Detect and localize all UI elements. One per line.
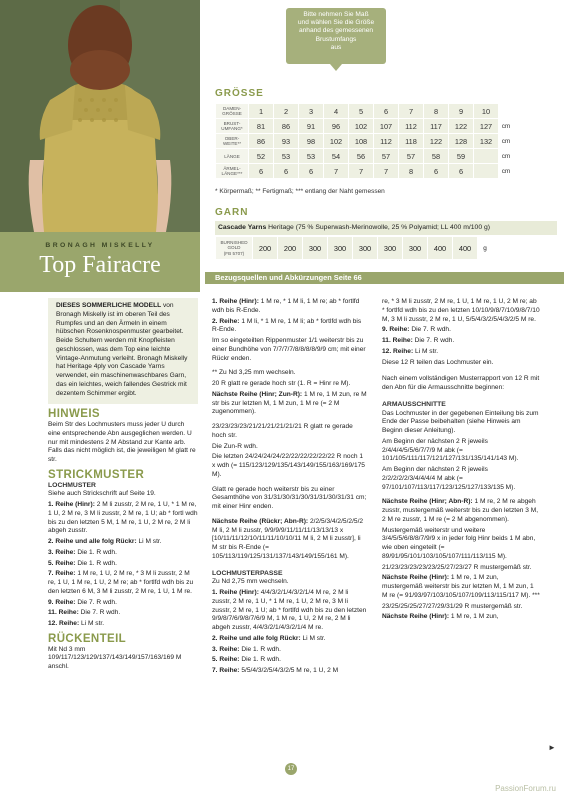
yarn-table bbox=[215, 236, 493, 260]
table-cell: 127 bbox=[474, 119, 498, 133]
row-label: BRUST- UMFANG* bbox=[216, 119, 248, 133]
paragraph: Die Zun-R wdh. bbox=[212, 442, 258, 450]
paragraph: Das Lochmuster in der gegebenen Einteilung bis zum Ende der Passe beibehalten (siehe Hinweis am Beginn dieser Anleitung). bbox=[382, 409, 539, 434]
table-cell: 5 bbox=[349, 104, 373, 118]
table-cell: 8 bbox=[424, 104, 448, 118]
row-instruction: 9. Reihe: Die 7. R wdh. bbox=[382, 326, 451, 334]
armausschnitte-heading: ARMAUSSCHNITTE bbox=[382, 400, 446, 408]
table-cell: 1 bbox=[249, 104, 273, 118]
row-label: DAMEN- GRÖSSE bbox=[216, 104, 248, 118]
table-cell: 128 bbox=[449, 134, 473, 148]
table-cell: 7 bbox=[399, 104, 423, 118]
paragraph: Mustergemäß weiterstr und weitere 3/4/5/5/6/8/8/7/9/9 x in jeder folg Hinr beids 1 M abn, wie oben eingeteilt (= 89/91/95/101/103/105/107/111/113/115 M). bbox=[382, 526, 536, 560]
unit-cell: cm bbox=[499, 119, 513, 133]
row-instruction: Nächste Reihe (Rückr; Abn-R): 2/2/5/3/4/2/5/2/5/2 M li, 2 M li zusstr, 9/9/9/9/11/11/11/13/13/13 x [10/11/11/12/10/11/11/10/10/11 M li, 2 M li zusstr], li M str bis R-Ende (= 105/113/119/125/131/137/143/149/155/161 M). bbox=[212, 517, 364, 560]
paragraph: ** Zu Nd 3,25 mm wechseln. bbox=[212, 369, 296, 377]
table-cell: 10 bbox=[474, 104, 498, 118]
row-instruction: Nächste Reihe (Hinr; Abn-R): 1 M re, 2 M re abgeh zusstr, mustergemäß weiterstr bis zu den letzten 3 M, 2 M re zusstr, 1 M re (= 2 M abgenommen). bbox=[382, 498, 539, 523]
strickmuster-heading: STRICKMUSTER bbox=[48, 468, 145, 481]
table-cell: 6 bbox=[374, 104, 398, 118]
row-instruction: 1. Reihe (Hinr): 2 M li zusstr, 2 M re, 1 U, * 1 M re, 1 U, 2 M re, 3 M li zusstr, 2 M re, 1 U; ab * fortl wdh bis zu den letzten 5 M, 1 M re, 1 U, 2 M re, 2 M li abgeh zusstr. bbox=[48, 501, 198, 535]
row-label: BURNISHED GOLD (FB 5707) bbox=[216, 237, 252, 259]
bubble-tail bbox=[330, 64, 342, 71]
table-cell: 400 bbox=[453, 237, 477, 259]
column-3 bbox=[382, 298, 540, 624]
table-cell: 108 bbox=[349, 134, 373, 148]
table-cell: 58 bbox=[424, 149, 448, 163]
row-instruction: 9. Reihe: Die 7. R wdh. bbox=[48, 598, 117, 606]
row-instruction: 5. Reihe: Die 1. R wdh. bbox=[48, 559, 117, 567]
intro-lead: DIESES SOMMERLICHE MODELL bbox=[56, 302, 162, 309]
table-cell: 7 bbox=[324, 164, 348, 178]
paragraph: 23/23/23/23/21/21/21/21/21/21 R glatt re gerade hoch str. bbox=[212, 423, 353, 439]
table-cell: 59 bbox=[449, 149, 473, 163]
column-1 bbox=[48, 298, 198, 674]
groesse-heading: GRÖSSE bbox=[215, 88, 264, 99]
paragraph: Am Beginn der nächsten 2 R jeweils 2/2/2/2/2/3/4/4/4/4 M abk (= 97/101/107/113/117/123/125/127/133/135 M). bbox=[382, 466, 516, 491]
unit-cell: cm bbox=[499, 164, 513, 178]
table-cell bbox=[474, 149, 498, 163]
table-cell: 56 bbox=[349, 149, 373, 163]
model-illustration bbox=[0, 0, 200, 232]
paragraph: re, * 3 M li zusstr, 2 M re, 1 U, 1 M re, 1 U, 2 M re; ab * fortlfd wdh bis zu den letzten 10/10/9/8/7/10/9/8/7/10 M, 3 M li zusstr, 2 M re, 1 U, 5/5/4/3/2/5/4/3/2/5 M re. bbox=[382, 298, 540, 323]
paragraph: 20 R glatt re gerade hoch str (1. R = Hinr re M). bbox=[212, 380, 351, 387]
table-cell bbox=[474, 164, 498, 178]
row-instruction: 7. Reihe: 5/5/4/3/2/5/4/3/2/5 M re, 1 U, 2 M bbox=[212, 667, 339, 674]
paragraph: 23/25/25/25/27/27/29/31/29 R mustergemäß str. bbox=[382, 602, 523, 610]
row-instruction: 12. Reihe: Li M str. bbox=[48, 620, 105, 627]
yarn-description bbox=[215, 221, 557, 235]
table-cell: 6 bbox=[424, 164, 448, 178]
yarn-desc: Heritage (75 % Superwash-Merinowolle, 25 % Polyamid; LL 400 m/100 g) bbox=[266, 224, 491, 231]
table-cell: 54 bbox=[324, 149, 348, 163]
row-instruction: 1. Reihe (Hinr): 4/4/3/2/1/4/3/2/1/4 M re, 2 M li zusstr, 2 M re, 1 U, * 1 M re, 1 U, 2 M re, 3 M li zusstr, 2 M re, 1 U; ab * fortlfd wdh bis zu den letzten 9/9/8/7/6/9/8/7/6/9 M, 1 M re, 1 U, 2 M re, 2 M li abgeh zusstr, 4/4/3/2/1/4/3/2/1/4 M re. bbox=[212, 589, 367, 631]
note-line: anhand des gemessenen bbox=[298, 27, 374, 35]
row-instruction: 1. Reihe (Hinr): 1 M re, * 1 M li, 1 M re; ab * fortlfd wdh bis R-Ende. bbox=[212, 298, 360, 314]
hinweis-heading: HINWEIS bbox=[48, 408, 100, 421]
note-line: Brustumfangs bbox=[315, 35, 357, 43]
row-instruction: 2. Reihe und alle folg Rückr: Li M str. bbox=[48, 538, 162, 545]
table-cell: 91 bbox=[299, 119, 323, 133]
table-row bbox=[216, 104, 513, 118]
table-cell: 52 bbox=[249, 149, 273, 163]
row-instruction: 7. Reihe: 1 M re, 1 U, 2 M re, * 3 M li zusstr, 2 M re, 1 U, 1 M re, 1 U, 2 M re; ab * fortlfd wdh bis zu den letzten 6 M, 3 M li zusstr, 2 M re, 1 U, 1 M re. bbox=[48, 570, 194, 595]
table-cell: 9 bbox=[449, 104, 473, 118]
intro-text: von Bronagh Miskelly ist im oberen Teil des Rumpfes und an den Ärmeln in einem hübschen Rosenknospenmuster gearbeitet. Beide Schultern werden mit Knopfleisten geschlossen, was dem Top eine leichte Vintage-Anmutung verleiht. Bronagh Miskelly hat Heritage 4ply von Cascade Yarns verwendet, ein maschinenwaschbares Garn, das ein leichtes, weich fallendes Gestrick mit dezentem Schimmer ergibt. bbox=[56, 302, 188, 397]
table-cell: 53 bbox=[299, 149, 323, 163]
hinweis-text: Beim Str des Lochmusters muss jeder U durch eine entsprechende Abn ausgeglichen werden. U nur mit mindestens 2 M Abstand zur Kante arb. Falls das nicht möglich ist, die jeweiligen M glatt re str. bbox=[48, 421, 196, 463]
paragraph: Glatt re gerade hoch weiterstr bis zu einer Gesamthöhe von 31/31/30/31/30/31/31/30/31/31 cm; mit einer Hinr enden. bbox=[212, 485, 367, 510]
table-cell: 300 bbox=[303, 237, 327, 259]
table-cell: 6 bbox=[299, 164, 323, 178]
paragraph: Die letzten 24/24/24/24/22/22/22/22/22/22 R noch 1 x wdh (= 115/123/129/135/143/149/155/163/169/175 M). bbox=[212, 453, 365, 478]
model-photo bbox=[0, 0, 200, 232]
row-instruction: Nächste Reihe (Hinr; Zun-R): 1 M re, 1 M zun, re M str bis zur letzten M, 1 M zun, 1 M re (= 2 M zugenommen). bbox=[212, 390, 367, 416]
watermark: PassionForum.ru bbox=[495, 784, 556, 793]
table-cell: 6 bbox=[274, 164, 298, 178]
row-label: LÄNGE bbox=[216, 149, 248, 163]
table-cell: 102 bbox=[349, 119, 373, 133]
table-cell: 102 bbox=[324, 134, 348, 148]
table-cell: 300 bbox=[328, 237, 352, 259]
row-instruction: 2. Reihe: 1 M li, * 1 M re, 1 M li; ab * fortlfd wdh bis R-Ende. bbox=[212, 317, 362, 334]
row-instruction: 3. Reihe: Die 1. R wdh. bbox=[48, 548, 117, 556]
row-instruction: 3. Reihe: Die 1. R wdh. bbox=[212, 645, 281, 653]
table-cell: 86 bbox=[249, 134, 273, 148]
paragraph: 21/23/23/23/23/23/25/27/23/27 R mustergemäß str. bbox=[382, 563, 532, 571]
row-instruction: 5. Reihe: Die 1. R wdh. bbox=[212, 656, 281, 664]
rueckenteil-text: Mit Nd 3 mm 109/117/123/129/137/143/149/157/163/169 M anschl. bbox=[48, 645, 182, 670]
paragraph: Zu Nd 2,75 mm wechseln. bbox=[212, 578, 289, 586]
table-cell: 6 bbox=[449, 164, 473, 178]
table-row bbox=[216, 134, 513, 148]
page-number: 17 bbox=[285, 763, 297, 775]
note-line: und wählen Sie die Größe bbox=[297, 19, 375, 27]
table-row bbox=[216, 119, 513, 133]
table-cell: 93 bbox=[274, 134, 298, 148]
table-cell: 7 bbox=[374, 164, 398, 178]
lochmusterpasse-heading: LOCHMUSTERPASSE bbox=[212, 569, 283, 577]
table-row bbox=[216, 164, 513, 178]
table-cell: 57 bbox=[399, 149, 423, 163]
unit-cell: cm bbox=[499, 149, 513, 163]
continue-arrow-icon: ► bbox=[548, 743, 556, 752]
table-cell: 132 bbox=[474, 134, 498, 148]
unit-cell: g bbox=[478, 237, 492, 259]
designer-name: BRONAGH MISKELLY bbox=[45, 242, 155, 249]
paragraph: Nach einem vollständigen Musterrapport von 12 R mit den Abn für die Armausschnitte beginnen: bbox=[382, 375, 540, 391]
pattern-title: Top Fairacre bbox=[39, 252, 161, 278]
table-cell: 53 bbox=[274, 149, 298, 163]
title-block bbox=[0, 232, 200, 292]
table-cell: 4 bbox=[324, 104, 348, 118]
paragraph: Diese 12 R teilen das Lochmuster ein. bbox=[382, 358, 494, 366]
rueckenteil-heading: RÜCKENTEIL bbox=[48, 632, 127, 645]
table-cell: 7 bbox=[349, 164, 373, 178]
table-cell: 3 bbox=[299, 104, 323, 118]
table-cell: 200 bbox=[253, 237, 277, 259]
row-label: ÄRMEL- LÄNGE*** bbox=[216, 164, 248, 178]
table-cell: 122 bbox=[424, 134, 448, 148]
row-instruction: 11. Reihe: Die 7. R wdh. bbox=[382, 337, 455, 344]
table-cell: 112 bbox=[374, 134, 398, 148]
note-line: aus bbox=[330, 43, 342, 51]
table-cell: 2 bbox=[274, 104, 298, 118]
table-cell: 57 bbox=[374, 149, 398, 163]
yarn-name: Cascade Yarns bbox=[218, 224, 267, 231]
sizing-note-bubble bbox=[286, 8, 386, 64]
table-cell: 98 bbox=[299, 134, 323, 148]
table-cell: 8 bbox=[399, 164, 423, 178]
column-2 bbox=[212, 298, 367, 678]
references-bar: Bezugsquellen und Abkürzungen Seite 66 bbox=[205, 272, 564, 284]
table-cell: 112 bbox=[399, 119, 423, 133]
unit-cell: cm bbox=[499, 134, 513, 148]
table-cell: 96 bbox=[324, 119, 348, 133]
table-cell: 300 bbox=[353, 237, 377, 259]
garn-heading: GARN bbox=[215, 207, 249, 218]
paragraph: Im so eingeteilten Rippenmuster 1/1 weiterstr bis zu einer Bundhöhe von 7/7/7/7/8/8/8/8/9/9 cm; mit einer Rückr enden. bbox=[212, 337, 366, 362]
table-cell: 86 bbox=[274, 119, 298, 133]
table-row bbox=[216, 237, 492, 259]
table-cell: 300 bbox=[378, 237, 402, 259]
row-instruction: 12. Reihe: Li M str. bbox=[382, 347, 439, 355]
table-cell: 81 bbox=[249, 119, 273, 133]
paragraph: Am Beginn der nächsten 2 R jeweils 2/4/4/4/5/5/6/7/7/9 M abk (= 101/105/111/117/121/127/131/135/141/143 M). bbox=[382, 437, 519, 463]
table-cell: 400 bbox=[428, 237, 452, 259]
note-line: Bitte nehmen Sie Maß bbox=[303, 11, 369, 18]
table-cell: 117 bbox=[424, 119, 448, 133]
table-cell: 118 bbox=[399, 134, 423, 148]
table-cell: 200 bbox=[278, 237, 302, 259]
table-cell: 6 bbox=[249, 164, 273, 178]
unit-cell bbox=[499, 104, 513, 118]
size-table bbox=[215, 103, 514, 179]
row-instruction: 11. Reihe: Die 7. R wdh. bbox=[48, 609, 121, 617]
table-row bbox=[216, 149, 513, 163]
row-instruction: Nächste Reihe (Hinr): 1 M re, 1 M zun, bbox=[382, 613, 499, 621]
row-label: OBER- WEITE** bbox=[216, 134, 248, 148]
size-footnote: * Körpermaß; ** Fertigmaß; *** entlang der Naht gemessen bbox=[215, 188, 385, 195]
table-cell: 122 bbox=[449, 119, 473, 133]
lochmuster-heading: LOCHMUSTER bbox=[48, 481, 96, 489]
row-instruction: Nächste Reihe (Hinr): 1 M re, 1 M zun, mustergemäß weiterstr bis zur letzten M, 1 M zun, 1 M re (= 91/93/97/103/105/107/109/113/115/117 M). *** bbox=[382, 574, 540, 599]
table-cell: 300 bbox=[403, 237, 427, 259]
lochmuster-intro: Siehe auch Strickschrift auf Seite 19. bbox=[48, 490, 156, 498]
intro-box bbox=[48, 298, 198, 404]
row-instruction: 2. Reihe und alle folg Rückr: Li M str. bbox=[212, 634, 326, 642]
table-cell: 107 bbox=[374, 119, 398, 133]
